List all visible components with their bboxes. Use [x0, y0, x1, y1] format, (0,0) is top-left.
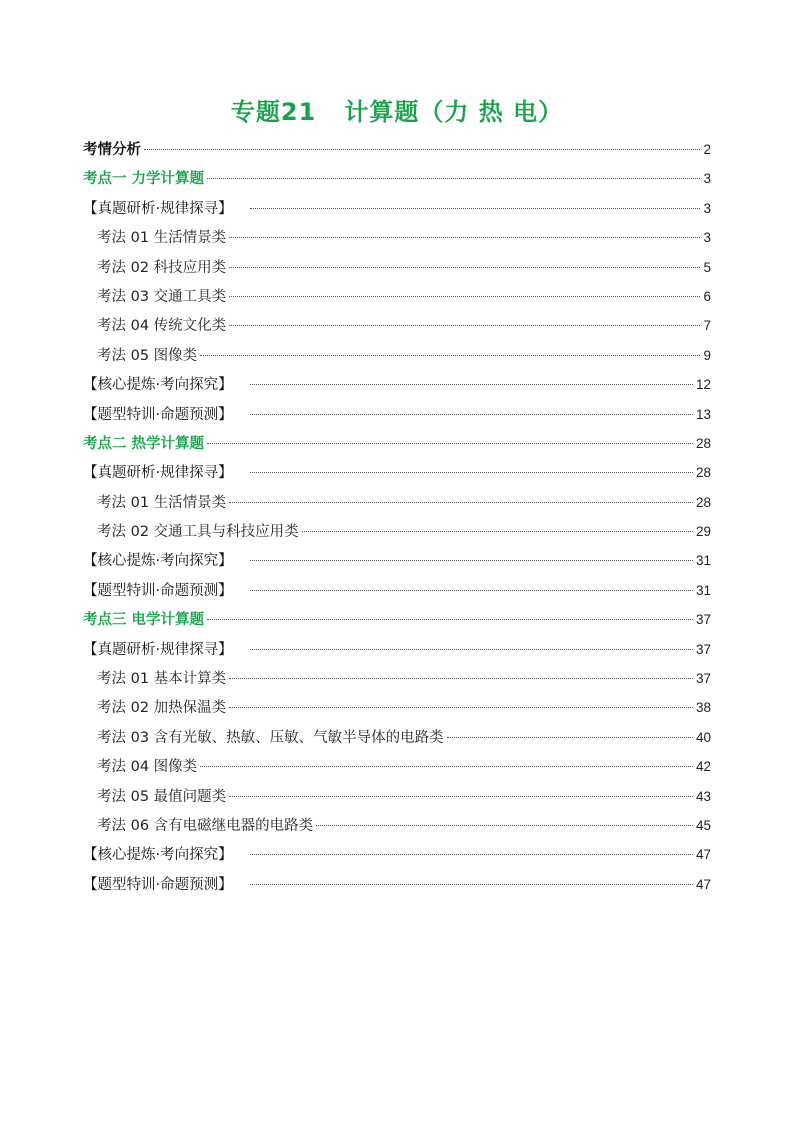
toc-entry[interactable] [83, 311, 711, 340]
dot-leader [207, 178, 700, 179]
toc-entry[interactable] [83, 429, 711, 458]
toc-entry[interactable] [83, 488, 711, 517]
toc-entry-label: 考法 02 交通工具与科技应用类 [97, 524, 299, 541]
toc-entry[interactable] [83, 341, 711, 370]
toc-entry[interactable] [83, 870, 711, 899]
toc-entry-page-number: 40 [695, 729, 711, 745]
toc-entry-label: 考情分析 [83, 142, 141, 158]
dot-leader [250, 884, 693, 885]
toc-entry-label: 考法 05 最值问题类 [97, 788, 227, 805]
dot-leader [316, 825, 693, 826]
toc-entry-label: 考点一 力学计算题 [83, 171, 205, 188]
toc-entry-label: 考法 01 生活情景类 [97, 494, 227, 511]
toc-entry[interactable] [83, 282, 711, 311]
toc-entry-page-number: 28 [695, 494, 711, 510]
dot-leader [229, 296, 700, 297]
dot-leader [200, 766, 693, 767]
toc-entry[interactable] [83, 458, 711, 487]
toc-entry-page-number: 28 [695, 465, 711, 481]
toc-entry-label: 考法 02 科技应用类 [97, 259, 227, 276]
toc-entry[interactable] [83, 253, 711, 282]
dot-leader [229, 267, 700, 268]
dot-leader [250, 590, 693, 591]
table-of-contents [83, 135, 711, 899]
dot-leader [302, 531, 693, 532]
toc-entry-page-number: 43 [695, 788, 711, 804]
dot-leader [250, 472, 693, 473]
toc-entry-label: 【题型特训·命题预测】 [83, 582, 233, 599]
toc-entry-page-number: 5 [703, 259, 711, 275]
toc-entry-page-number: 3 [703, 230, 711, 246]
toc-entry-label: 考法 03 含有光敏、热敏、压敏、气敏半导体的电路类 [97, 729, 444, 746]
toc-entry[interactable] [83, 811, 711, 840]
toc-entry[interactable] [83, 194, 711, 223]
toc-entry-page-number: 37 [695, 671, 711, 687]
toc-entry-page-number: 12 [695, 377, 711, 393]
toc-entry-page-number: 37 [695, 612, 711, 628]
toc-entry[interactable] [83, 752, 711, 781]
toc-entry-label: 考法 06 含有电磁继电器的电路类 [97, 817, 314, 834]
toc-entry-page-number: 2 [703, 142, 711, 157]
toc-entry-label: 【核心提炼·考向探究】 [83, 553, 233, 570]
toc-entry-label: 【核心提炼·考向探究】 [83, 377, 233, 394]
toc-entry-label: 考法 04 图像类 [97, 759, 198, 776]
toc-entry-label: 考点二 热学计算题 [83, 435, 205, 452]
toc-entry-page-number: 31 [695, 553, 711, 569]
dot-leader [447, 737, 693, 738]
dot-leader [207, 619, 693, 620]
toc-entry-page-number: 31 [695, 582, 711, 598]
dot-leader [229, 678, 693, 679]
toc-entry-page-number: 47 [695, 847, 711, 863]
toc-entry-page-number: 38 [695, 700, 711, 716]
toc-entry-label: 【题型特训·命题预测】 [83, 876, 233, 893]
toc-entry[interactable] [83, 135, 711, 164]
toc-entry-page-number: 3 [703, 200, 711, 216]
toc-entry-label: 考法 02 加热保温类 [97, 700, 227, 717]
toc-entry-page-number: 7 [703, 318, 711, 334]
dot-leader [229, 237, 700, 238]
toc-entry-label: 【真题研析·规律探寻】 [83, 641, 233, 658]
dot-leader [144, 149, 700, 150]
toc-entry-page-number: 6 [703, 288, 711, 304]
toc-entry[interactable] [83, 517, 711, 546]
toc-entry[interactable] [83, 782, 711, 811]
toc-entry[interactable] [83, 635, 711, 664]
toc-entry[interactable] [83, 223, 711, 252]
dot-leader [250, 384, 693, 385]
dot-leader [229, 325, 700, 326]
toc-entry[interactable] [83, 164, 711, 193]
toc-entry-label: 【题型特训·命题预测】 [83, 406, 233, 423]
dot-leader [250, 208, 701, 209]
dot-leader [250, 854, 693, 855]
dot-leader [250, 560, 693, 561]
page-title: 专题21 计算题（力 热 电） [230, 98, 564, 126]
toc-entry[interactable] [83, 664, 711, 693]
dot-leader [200, 355, 700, 356]
dot-leader [250, 649, 693, 650]
toc-entry[interactable] [83, 546, 711, 575]
toc-entry-page-number: 47 [695, 876, 711, 892]
toc-entry-label: 考法 01 生活情景类 [97, 230, 227, 247]
toc-entry[interactable] [83, 400, 711, 429]
toc-entry-label: 考点三 电学计算题 [83, 612, 205, 629]
dot-leader [229, 707, 693, 708]
toc-entry-page-number: 42 [695, 759, 711, 775]
toc-entry-label: 考法 03 交通工具类 [97, 288, 227, 305]
toc-entry[interactable] [83, 370, 711, 399]
toc-entry-label: 考法 04 传统文化类 [97, 318, 227, 335]
toc-entry[interactable] [83, 693, 711, 722]
toc-entry[interactable] [83, 840, 711, 869]
dot-leader [229, 502, 693, 503]
toc-entry[interactable] [83, 723, 711, 752]
toc-entry-label: 考法 05 图像类 [97, 347, 198, 364]
toc-entry-page-number: 3 [703, 171, 711, 187]
toc-entry-label: 【真题研析·规律探寻】 [83, 200, 233, 217]
toc-entry-page-number: 9 [703, 347, 711, 363]
toc-entry-page-number: 13 [695, 406, 711, 422]
toc-entry-label: 【核心提炼·考向探究】 [83, 847, 233, 864]
toc-entry-page-number: 45 [695, 817, 711, 833]
toc-entry[interactable] [83, 576, 711, 605]
toc-entry-page-number: 28 [695, 435, 711, 451]
toc-entry-page-number: 37 [695, 641, 711, 657]
toc-entry-page-number: 29 [695, 524, 711, 540]
dot-leader [207, 443, 693, 444]
toc-entry[interactable] [83, 605, 711, 634]
toc-entry-label: 【真题研析·规律探寻】 [83, 465, 233, 482]
toc-entry-label: 考法 01 基本计算类 [97, 671, 227, 688]
dot-leader [250, 414, 693, 415]
dot-leader [229, 796, 693, 797]
